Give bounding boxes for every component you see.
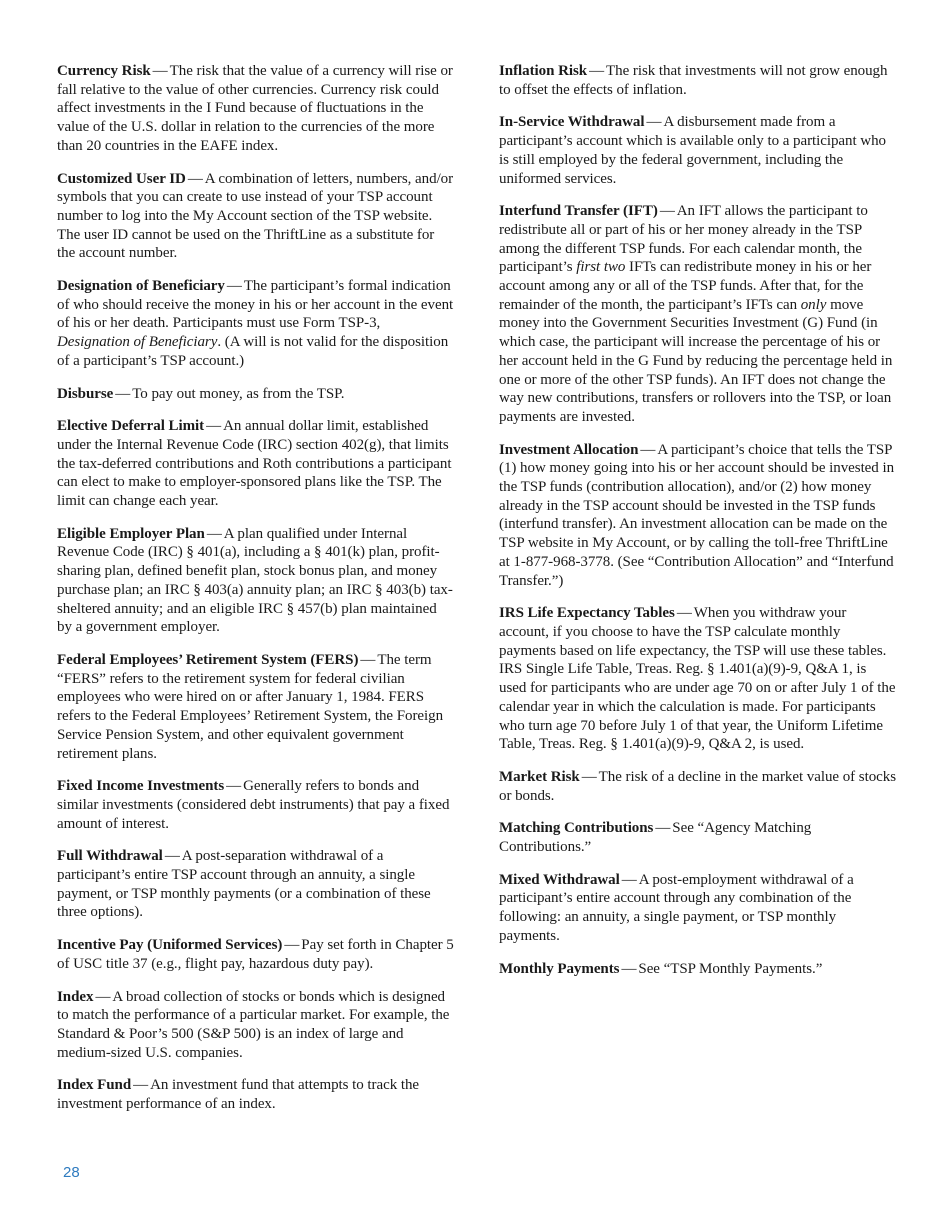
glossary-entry: Incentive Pay (Uniformed Services) — Pay set forth in Chapter 5 of USC title 37 (e.g., flight pay, hazardous duty pay). (57, 937, 454, 972)
glossary-entry: Elective Deferral Limit — An annual dollar limit, established under the Internal Revenue Code (IRC) section 402(g), that limits the tax-deferred contributions and Roth contributions a participant can elect to make to employer-sponsored plans like the TSP. The limit can change each year. (57, 418, 452, 510)
glossary-definition: To pay out money, as from the TSP. (132, 385, 345, 402)
glossary-term: Fixed Income Investments (57, 778, 225, 795)
form-title: Designation of Beneficiary (57, 334, 218, 351)
glossary-entry: Customized User ID — A combination of letters, numbers, and/or symbols that you can create to use instead of your TSP account number to log into the My Account section of the TSP website. The user ID cannot be used on the ThriftLine as a substitute for the account number. (57, 170, 454, 262)
glossary-term: Monthly Payments (499, 960, 620, 977)
glossary-right-column (499, 62, 896, 992)
glossary-entry: Monthly Payments — See “TSP Monthly Payments.” (499, 960, 823, 977)
glossary-definition: The participant’s formal indication of who should receive the money in his or her account in the event of his or her death. Participants must use Form TSP-3, (57, 278, 454, 332)
emphasis-text: only (800, 296, 827, 313)
glossary-term: Investment Allocation (499, 441, 639, 458)
glossary-entry: Index Fund — An investment fund that attempts to track the investment performance of an index. (57, 1077, 420, 1113)
glossary-definition: A broad collection of stocks or bonds which is designed to match the performance of a particular market. For example, the Standard & Poor’s 500 (S&P 500) is an index of large and medium-sized U.S. companies. (57, 988, 450, 1061)
glossary-term: Currency Risk (57, 63, 151, 79)
glossary-definition-cont: . (A will is not valid for the disposition of a participant’s TSP account.) (57, 334, 449, 369)
glossary-definition: When you withdraw your account, if you choose to have the TSP calculate monthly payments based on life expectancy, the TSP will use these tables. IRS Single Life Table, Treas. Reg. § 1.401(a)(9)-9, Q&A 1, is used for participants who are under age 70 on or after July 1 of the calendar year in which the calculation is made. For participants who turn age 70 before July 1 of that year, the Uniform Lifetime Table, Treas. Reg. § 1.401(a)(9)-9, Q&A 2, is used. (499, 605, 896, 753)
glossary-entry: Inflation Risk — The risk that investments will not grow enough to offset the effects of inflation. (499, 63, 888, 98)
glossary-entry: Market Risk — The risk of a decline in the market value of stocks or bonds. (499, 768, 897, 804)
glossary-term: Inflation Risk (499, 63, 588, 79)
glossary-definition: A post-separation withdrawal of a participant’s entire TSP account through an annuity, a single payment, or TSP monthly payments (or a combination of these three options). (57, 848, 431, 921)
glossary-term: In-Service Withdrawal (499, 114, 645, 131)
glossary-entry: IRS Life Expectancy Tables — When you withdraw your account, if you choose to have the TSP calculate monthly payments based on life expectancy, the TSP will use these tables. IRS Single Life Table, Treas. Reg. § 1.401(a)(9)-9, Q&A 1, is used for participants who are under age 70 on or after July 1 of the calendar year in which the calculation is made. For participants who turn age 70 before July 1 of that year, the Uniform Lifetime Table, Treas. Reg. § 1.401(a)(9)-9, Q&A 2, is used. (499, 605, 896, 753)
glossary-term: Mixed Withdrawal (499, 871, 620, 888)
glossary-term: Market Risk (499, 768, 580, 785)
glossary-entry: Currency Risk — The risk that the value of a currency will rise or fall relative to the value of other currencies. Currency risk could affect investments in the I Fund because of fluctuations in the value of the U.S. dollar in relation to the currencies of the more than 20 countries in the EAFE index. (57, 63, 453, 154)
glossary-entry: Federal Employees’ Retirement System (FERS) — The term “FERS” refers to the retirement system for federal civilian employees who were hired on or after January 1, 1984. FERS refers to the Federal Employees’ Retirement System, the Foreign Service Pension System, and other equivalent government retirement plans. (57, 651, 444, 762)
glossary-entry: Investment Allocation — A participant’s choice that tells the TSP (1) how money going into his or her account should be invested in the TSP funds (contribution allocation), and/or (2) how money already in the TSP account should be invested in the TSP funds (interfund transfer). An investment allocation can be made on the TSP website in My Account, or by calling the toll-free ThriftLine at 1-877-968-3778. (See “Contribution Allocation” and “Interfund Transfer.”) (499, 441, 895, 589)
glossary-definition: An annual dollar limit, established under the Internal Revenue Code (IRC) section 402(g), that limits the tax-deferred contributions and Roth contributions a participant can elect to make to employer-sponsored plans like the TSP. The limit can change each year. (57, 418, 452, 510)
glossary-term: Full Withdrawal (57, 848, 163, 865)
glossary-term: Matching Contributions (499, 820, 654, 837)
glossary-entry: Designation of Beneficiary — The participant’s formal indication of who should receive the money in his or her account in the event of his or her death. Participants must use Form TSP-3, Designation of Beneficiary. (A will is not valid for the disposition of a participant’s TSP account.) (57, 278, 454, 369)
glossary-term: Designation of Beneficiary (57, 278, 225, 295)
glossary-entry: Eligible Employer Plan — A plan qualified under Internal Revenue Code (IRC) § 401(a), including a § 401(k) plan, profit-sharing plan, defined benefit plan, stock bonus plan, and money purchase plan; an IRC § 403(a) annuity plan; an IRC § 403(b) tax-sheltered annuity; and an eligible IRC § 457(b) plan maintained by a government employer. (57, 525, 453, 636)
glossary-definition: A post-employment withdrawal of a participant’s entire account through any combination of the following: an annuity, a single payment, or TSP monthly payments. (499, 871, 854, 944)
glossary-entry: Full Withdrawal — A post-separation withdrawal of a participant’s entire TSP account through an annuity, a single payment, or TSP monthly payments (or a combination of these three options). (57, 848, 431, 921)
glossary-definition: A participant’s choice that tells the TSP (1) how money going into his or her account should be invested in the TSP funds (contribution allocation), and/or (2) how money already in the TSP account should be invested in the TSP funds (interfund transfer). An investment allocation can be made on the TSP website in My Account, or by calling the toll-free ThriftLine at 1-877-968-3778. (See “Contribution Allocation” and “Interfund Transfer.”) (499, 441, 895, 589)
glossary-term: Eligible Employer Plan (57, 525, 205, 542)
glossary-definition: The risk that investments will not grow enough to offset the effects of inflation. (499, 63, 888, 98)
glossary-definition: A plan qualified under Internal Revenue Code (IRC) § 401(a), including a § 401(k) plan, profit-sharing plan, defined benefit plan, stock bonus plan, and money purchase plan; an IRC § 403(a) annuity plan; an IRC § 403(b) tax-sheltered annuity; and an eligible IRC § 457(b) plan maintained by a government employer. (57, 525, 453, 636)
glossary-term: Incentive Pay (Uniformed Services) (57, 937, 283, 954)
glossary-definition: An investment fund that attempts to track the investment performance of an index. (57, 1077, 420, 1113)
glossary-definition: An IFT allows the participant to redistribute all or part of his or her money already in the TSP among the different TSP funds. For each calendar month, the participant’s (499, 203, 868, 276)
glossary-definition: A disbursement made from a participant’s account which is available only to a participant who is still employed by the federal government, including the uniformed services. (499, 114, 886, 187)
glossary-definition: Generally refers to bonds and similar investments (considered debt instruments) that pay a fixed amount of interest. (57, 778, 450, 832)
glossary-definition: The risk that the value of a currency will rise or fall relative to the value of other currencies. Currency risk could affect investments in the I Fund because of fluctuations in the value of the U.S. dollar in relation to the currencies of the more than 20 countries in the EAFE index. (57, 63, 453, 154)
glossary-term: Customized User ID (57, 170, 186, 187)
page-number: 28 (63, 1164, 80, 1181)
glossary-entry: Fixed Income Investments — Generally refers to bonds and similar investments (considered debt instruments) that pay a fixed amount of interest. (57, 778, 450, 832)
glossary-definition: The risk of a decline in the market value of stocks or bonds. (499, 768, 897, 804)
glossary-entry: Interfund Transfer (IFT) — An IFT allows the participant to redistribute all or part of his or her money already in the TSP among the different TSP funds. For each calendar month, the participant’s first two IFTs can redistribute money in his or her account among any or all of the TSP funds. After that, for the remainder of the month, the participant’s IFTs can only move money into the Government Securities Investment (G) Fund (in which case, the participant will increase the percentage of his or her account held in the G Fund by reducing the percentage held in one or more of the other TSP funds). An IFT does not change the way new contributions, transfers or rollovers into the TSP, or loan payments are invested. (499, 203, 893, 425)
glossary-definition: A combination of letters, numbers, and/or symbols that you can create to use instead of your TSP account number to log into the My Account section of the TSP website. The user ID cannot be used on the ThriftLine as a substitute for the account number. (57, 170, 454, 262)
glossary-definition: Pay set forth in Chapter 5 of USC title 37 (e.g., flight pay, hazardous duty pay). (57, 937, 454, 972)
glossary-term: Index Fund (57, 1077, 132, 1094)
glossary-left-column (57, 62, 454, 1128)
emphasis-text: first two (576, 259, 626, 276)
glossary-entry: Matching Contributions — See “Agency Matching Contributions.” (499, 820, 812, 856)
glossary-term: Federal Employees’ Retirement System (FERS) (57, 651, 359, 668)
glossary-entry: Disburse — To pay out money, as from the TSP. (57, 385, 345, 402)
glossary-term: Elective Deferral Limit (57, 418, 205, 435)
glossary-definition: See “Agency Matching Contributions.” (499, 820, 812, 856)
glossary-definition: See “TSP Monthly Payments.” (638, 960, 823, 977)
glossary-entry: Index — A broad collection of stocks or bonds which is designed to match the performance of a particular market. For example, the Standard & Poor’s 500 (S&P 500) is an index of large and medium-sized U.S. companies. (57, 988, 450, 1061)
glossary-definition-cont: move money into the Government Securities Investment (G) Fund (in which case, the participant will increase the percentage of his or her account held in the G Fund by reducing the percentage held in one or more of the other TSP funds). An IFT does not change the way new contributions, transfers or rollovers into the TSP, or loan payments are invested. (499, 296, 893, 425)
glossary-entry: Mixed Withdrawal — A post-employment withdrawal of a participant’s entire account through any combination of the following: an annuity, a single payment, or TSP monthly payments. (499, 871, 854, 944)
glossary-term: Index (57, 988, 94, 1005)
glossary-definition-cont: IFTs can redistribute money in his or her account among any or all of the TSP funds. After that, for the remainder of the month, the participant’s IFTs can (499, 259, 872, 313)
glossary-term: Disburse (57, 385, 114, 402)
glossary-term: IRS Life Expectancy Tables (499, 605, 675, 622)
glossary-definition: The term “FERS” refers to the retirement system for federal civilian employees who were hired on or after January 1, 1984. FERS refers to the Federal Employees’ Retirement System, the Foreign Service Pension System, and other equivalent government retirement plans. (57, 651, 444, 762)
glossary-term: Interfund Transfer (IFT) (499, 203, 658, 220)
glossary-entry: In-Service Withdrawal — A disbursement made from a participant’s account which is available only to a participant who is still employed by the federal government, including the uniformed services. (499, 114, 886, 187)
